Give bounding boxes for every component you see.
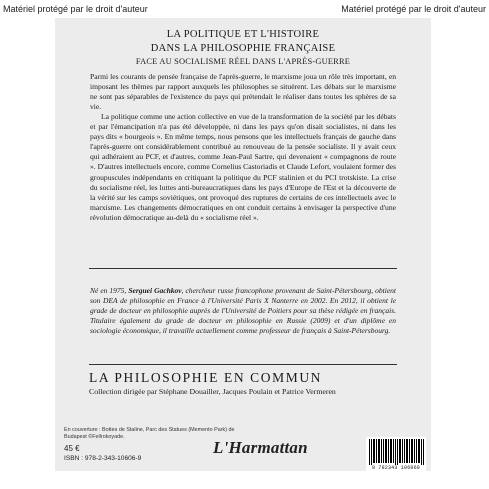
- divider-bottom: [89, 364, 397, 365]
- barcode-number: 9 782343 106069: [371, 465, 420, 471]
- blurb-paragraph-1: Parmi les courants de pensée française de l'après-guerre, le marxisme joua un rôle très important, en imposant les thèmes par rapport auxquels les philosophes se situèrent. Les débats sur le marxisme ne sont pas séparables de l'existence du pays qui prétendait le réaliser dans toutes les sphères de sa vie.: [90, 72, 396, 112]
- collection-name: LA PHILOSOPHIE EN COMMUN: [89, 370, 323, 385]
- collection-editors: Collection dirigée par Stéphane Douailler, Jacques Poulain et Patrice Vermeren: [89, 387, 336, 396]
- watermark-text-right: Matériel protégé par le droit d'auteur: [341, 4, 486, 14]
- author-bio-prefix: Né en 1975,: [90, 286, 129, 295]
- book-back-cover: [55, 18, 431, 471]
- publisher-logo: [213, 438, 323, 464]
- blurb-paragraph-2: La politique comme une action collective en vue de la transformation de la société par les débats et par l'émancipation n'a pas été développée, ni dans les pays qu'on disait socialistes, ni dans les pays dits « bourgeois ». En même temps, nous pensons que les intellectuels français de gauche dans l'après-guerre ont considérablement contribué au renouveau de la pensée socialiste. Il y avait ceux qui adhéraient au PCF, et d'autres, comme Jean-Paul Sartre, qui devenaient « compagnons de route ». D'autres intellectuels encore, comme Cornelius Castoriadis et Claude Lefort, voulaient former des groupuscules indépendants en critiquant la politique du PCF stalinien et du PCI trotskiste. La crise du socialisme réel, les luttes anti-bureaucratiques dans les pays d'Europe de l'Est et la découverte de la vérité sur les camps soviétiques, ont provoqué des ruptures de certains de ces intellectuels avec le marxisme. Les changements démocratiques en ont conduit certains à envisager la perspective d'une révolution démocratique au-delà du « socialisme réel ».: [90, 112, 396, 222]
- title-line-1: LA POLITIQUE ET L'HISTOIRE: [166, 29, 320, 40]
- barcode: [366, 437, 426, 471]
- watermark-bar-top: [0, 0, 489, 18]
- isbn: ISBN : 978-2-343-10606-9: [64, 455, 142, 462]
- barcode-bars-icon: [368, 439, 424, 465]
- subtitle: FACE AU SOCIALISME RÉEL DANS L'APRÈS-GUERRE: [135, 57, 351, 66]
- title-block: [55, 26, 431, 68]
- author-bio-text: , chercheur russe francophone provenant de Saint-Pétersbourg, obtient son DEA de philosophie en France à l'Université Paris X Nanterre en 2002. En 2012, il obtient le grade de docteur en philosophie auprès de l'Université de Poitiers pour sa thèse rédigée en français. Titulaire également du grade de docteur en philosophie en Russie (2009) et d'un diplôme en sociologie économique, il travaille actuellement comme professeur de français à Saint-Pétersbourg.: [90, 286, 396, 336]
- title-line-2: DANS LA PHILOSOPHIE FRANÇAISE: [150, 43, 336, 54]
- author-name: Serguei Gachkov: [128, 286, 182, 295]
- divider-top: [89, 268, 397, 269]
- cover-credit: En couverture : Bottes de Staline, Parc des Statues (Memento Park) de Budapest ©Fellrokoyade.: [64, 427, 235, 440]
- author-bio: [90, 286, 396, 336]
- watermark-text-left: Matériel protégé par le droit d'auteur: [3, 4, 148, 14]
- price: 45 €: [64, 444, 80, 453]
- publisher-name: L'Harmattan: [213, 438, 308, 457]
